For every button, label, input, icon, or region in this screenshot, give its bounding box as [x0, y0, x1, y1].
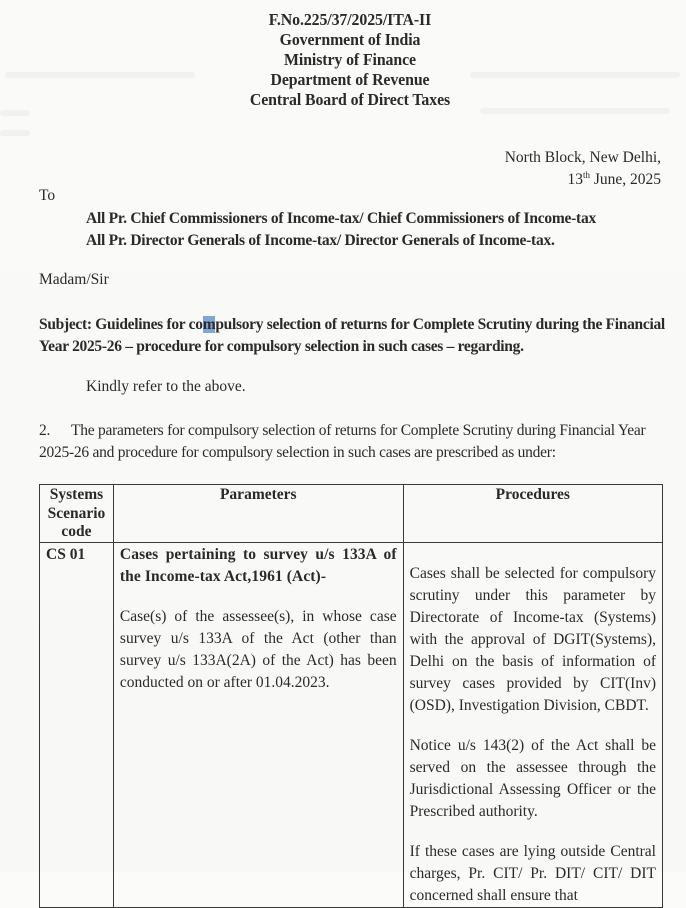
- table-header-row: [40, 485, 663, 543]
- to-label: To: [39, 187, 56, 204]
- kindly-refer-text: Kindly refer to the above.: [86, 378, 246, 395]
- table-row: [40, 542, 663, 907]
- parameter-title: Cases pertaining to survey u/s 133A of the Income-tax Act,1961 (Act)-: [119, 545, 397, 585]
- procedure-paragraph: Notice u/s 143(2) of the Act shall be served on the assessee through the Jurisdictional Assessing Officer or the Prescribed authority.: [409, 736, 656, 820]
- scrutiny-parameters-table: [39, 484, 663, 908]
- header-procedures: Procedures: [403, 485, 662, 543]
- letterhead-board: Central Board of Direct Taxes: [249, 90, 451, 109]
- date-day-suffix: th: [582, 170, 590, 180]
- subject-line[interactable]: [39, 314, 669, 358]
- date: [505, 169, 661, 191]
- header-systems-scenario-code: Systems Scenario code: [40, 485, 114, 543]
- parameter-body: Case(s) of the assessee(s), in whose case survey u/s 133A of the Act (other than survey u/s 133A(2A) of the Act) has been conducted on or after 01.04.2023.: [119, 607, 397, 691]
- subject-text-after-cursor: pulsory selection of returns for Complete Scrutiny during the Financial Year 2025-26 – procedure for compulsory selection in such cases – regarding.: [39, 316, 665, 355]
- place: North Block, New Delhi,: [504, 149, 661, 166]
- bleed-through-mark: [0, 110, 30, 116]
- file-number: F.No.225/37/2025/ITA-II: [268, 10, 432, 29]
- header-parameters: Parameters: [113, 485, 403, 543]
- scenario-code-cell: CS 01: [40, 542, 114, 907]
- letterhead-ministry: Ministry of Finance: [284, 50, 416, 69]
- place-and-date: [505, 147, 661, 191]
- parameters-cell: [113, 542, 403, 907]
- letterhead-department: Department of Revenue: [270, 70, 430, 89]
- procedures-cell: [403, 542, 662, 907]
- bleed-through-mark: [0, 130, 30, 136]
- paragraph-text: The parameters for compulsory selection of returns for Complete Scrutiny during Financial Year 2025-26 and procedure for compulsory selection in such cases are prescribed as under:: [39, 422, 646, 461]
- date-month-year: June, 2025: [589, 171, 661, 188]
- paragraph-number: 2.: [39, 422, 51, 439]
- date-day: 13: [567, 171, 583, 188]
- procedure-paragraph: If these cases are lying outside Central charges, Pr. CIT/ Pr. DIT/ CIT/ DIT concerned shall ensure that: [409, 842, 656, 904]
- addressee-list: [86, 208, 596, 252]
- text-cursor-selection[interactable]: m: [202, 316, 216, 333]
- addressee-line: All Pr. Director Generals of Income-tax/ Director Generals of Income-tax.: [86, 232, 555, 249]
- paragraph-2: [39, 420, 679, 464]
- salutation: Madam/Sir: [39, 271, 109, 288]
- letterhead-government: Government of India: [279, 30, 421, 49]
- addressee-line: All Pr. Chief Commissioners of Income-tax/ Chief Commissioners of Income-tax: [86, 210, 596, 227]
- subject-text-before-cursor: Subject: Guidelines for co: [39, 316, 203, 333]
- letterhead: [14, 10, 686, 110]
- procedure-paragraph: Cases shall be selected for compulsory scrutiny under this parameter by Directorate of Income-tax (Systems) with the approval of DGIT(Systems), Delhi on the basis of information of survey cases provided by CIT(Inv)(OSD), Investigation Division, CBDT.: [409, 564, 656, 714]
